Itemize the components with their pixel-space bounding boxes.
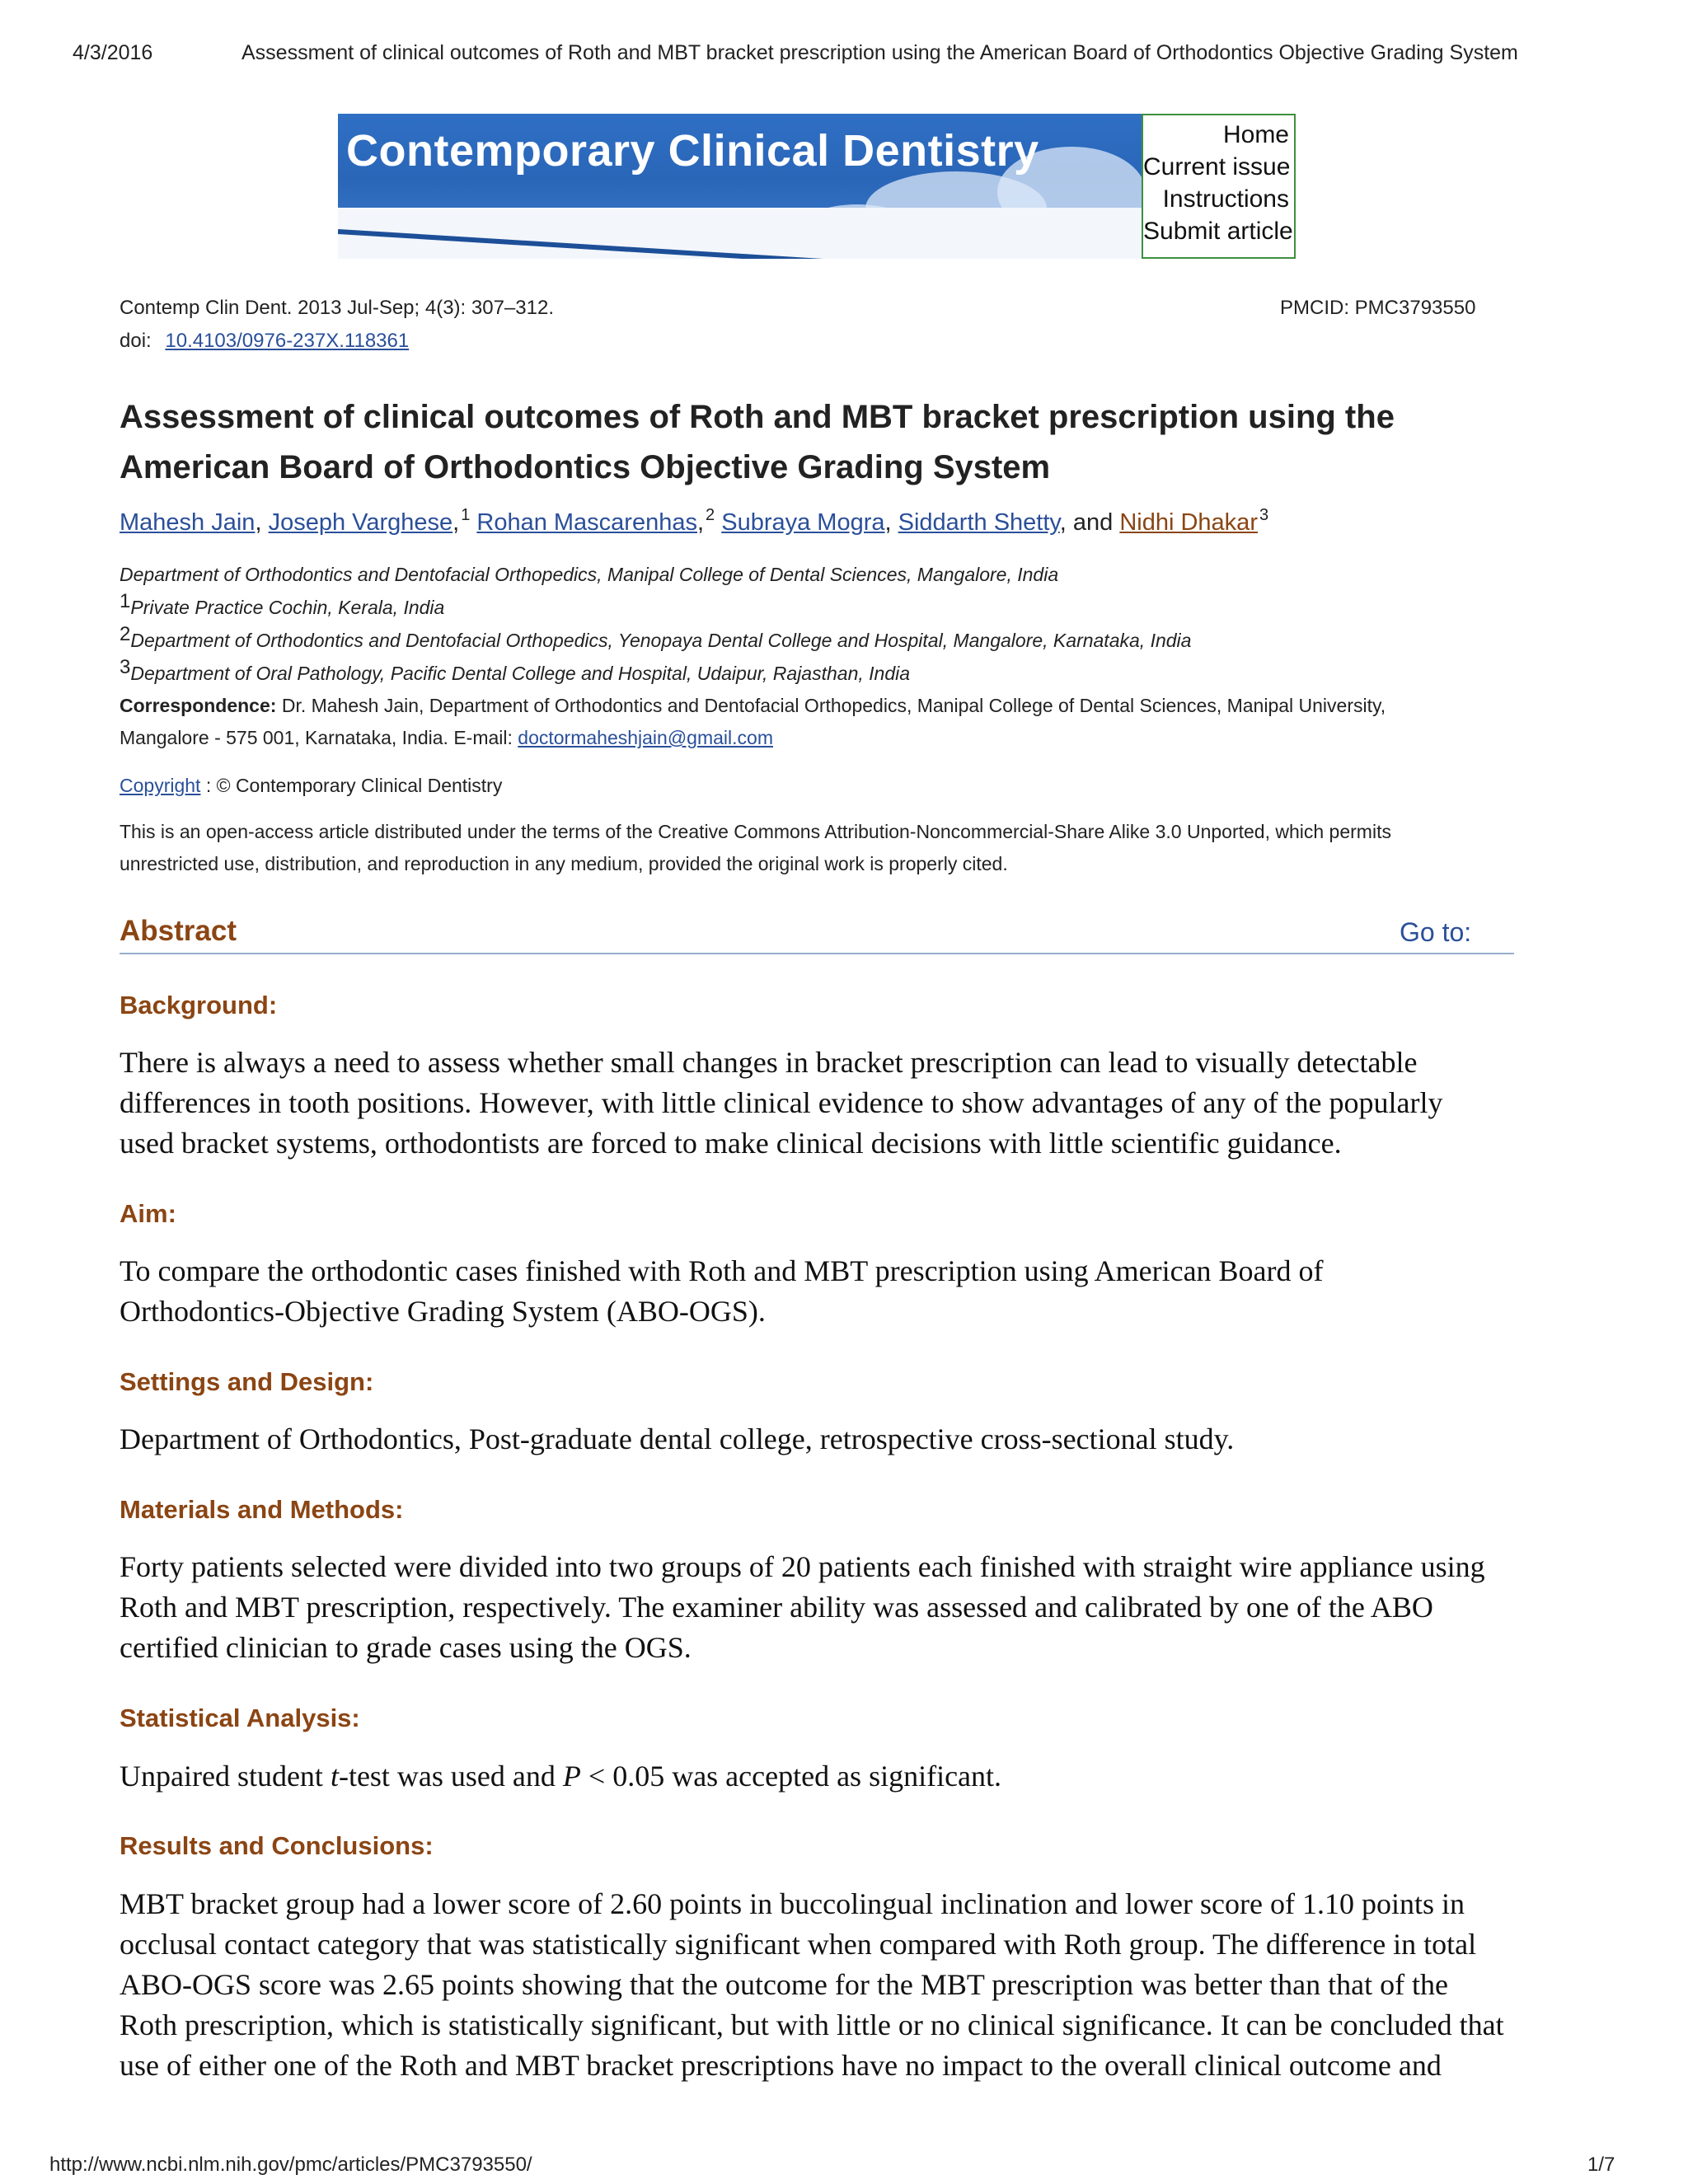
settings-text: Department of Orthodontics, Post-graduate dental college, retrospective cross-sectional study. (120, 1422, 1235, 1455)
affiliation: Department of Orthodontics and Dentofacial Orthopedics, Manipal College of Dental Sciences, Mangalore, India (120, 564, 1059, 585)
author-list: Mahesh Jain, Joseph Varghese, $^1$ Rohan Mascarenhas, $^2$ Subraya Mogra, Siddarth Shetty, and Nidhi Dhakar $^3$ (120, 506, 1269, 536)
author-link[interactable]: Nidhi Dhakar (1119, 509, 1258, 536)
abstract-heading: Abstract (120, 915, 237, 947)
affiliation: $^1$Private Practice Cochin, Kerala, India (120, 590, 445, 618)
license-text-line-1: This is an open-access article distributed under the terms of the Creative Commons Attribution-Noncommercial-Share Alike 3.0 Unported, which permits (120, 821, 1391, 842)
menu-instructions-link[interactable]: Instructions (1162, 185, 1289, 213)
author-separator: , (884, 509, 898, 536)
article-title (120, 392, 1603, 493)
section-heading-aim: Aim: (120, 1199, 176, 1228)
results-text: MBT bracket group had a lower score of 2.60 points in buccolingual inclination and lower score of 1.10 points in occlusal contact category that was statistically significant when compared with Roth group. The difference in total ABO-OGS score was 2.65 points showing that the outcome for the MBT prescription was better than that of the Roth prescription, which is statistically significant, but with little or no clinical significance. It can be concluded that use of either one of the Roth and MBT bracket prescriptions have no impact to the overall clinical outcome and (120, 1887, 1504, 2082)
correspondence-text: Dr. Mahesh Jain, Department of Orthodontics and Dentofacial Orthopedics, Manipal College of Dental Sciences, Manipal University, (281, 695, 1386, 716)
goto-link[interactable]: Go to: (1400, 917, 1472, 947)
menu-submit-article-link[interactable]: Submit article (1143, 218, 1293, 245)
author-link[interactable]: Siddarth Shetty (898, 509, 1060, 536)
author-affiliation-sup: 2 (706, 506, 715, 524)
author-affiliation-sup: 1 (461, 506, 471, 524)
journal-banner (338, 114, 1296, 259)
background-text: There is always a need to assess whether small changes in bracket prescription can lead to visually detectable differences in tooth positions. However, with little clinical evidence to show advantages of any of the popularly used bracket systems, orthodontists are forced to make clinical decisions with little scientific guidance. (120, 1046, 1443, 1160)
doi-line (120, 330, 409, 353)
copyright: Copyright : © Contemporary Clinical Dentistry (120, 775, 503, 796)
footer-page-number: 1/7 (1587, 2154, 1615, 2176)
article-title-line-2: American Board of Orthodontics Objective Grading System (120, 449, 1051, 485)
affiliation: $^2$Department of Orthodontics and Dentofacial Orthopedics, Yenopaya Dental College and Hospital, Mangalore, Karnataka, India (120, 623, 1192, 651)
correspondence-label: Correspondence: (120, 695, 277, 716)
author-link[interactable]: Mahesh Jain (120, 509, 256, 536)
menu-home-link[interactable]: Home (1222, 121, 1289, 148)
article-title-line-1: Assessment of clinical outcomes of Roth and MBT bracket prescription using the (120, 399, 1395, 435)
aim-text: To compare the orthodontic cases finished with Roth and MBT prescription using American Board of Orthodontics-Objective Grading System (ABO-OGS). (120, 1254, 1324, 1328)
license-text-line-2: unrestricted use, distribution, and reproduction in any medium, provided the original work is properly cited. (120, 853, 1008, 874)
author-separator: , and (1059, 509, 1120, 536)
email-link[interactable]: doctormaheshjain@gmail.com (518, 727, 773, 748)
author-link[interactable]: Joseph Varghese (268, 509, 453, 536)
print-date: 4/3/2016 (73, 41, 153, 64)
author-affiliation-sup: 3 (1259, 506, 1269, 524)
banner-image (338, 114, 1142, 259)
author-separator: , (255, 509, 269, 536)
print-doc-title: Assessment of clinical outcomes of Roth and MBT bracket prescription using the American Board of Orthodontics Objective Grading System (241, 41, 1518, 64)
doi-label: doi: (120, 330, 152, 352)
methods-text: Forty patients selected were divided into two groups of 20 patients each finished with straight wire appliance using Roth and MBT prescription, respectively. The examiner ability was assessed and calibrated by one of the ABO certified clinician to grade cases using the OGS. (120, 1550, 1485, 1664)
abstract-divider (120, 953, 1514, 954)
journal-citation: Contemp Clin Dent. 2013 Jul-Sep; 4(3): 307–312. (120, 297, 554, 319)
copyright-link[interactable]: Copyright (120, 775, 201, 796)
footer-url: http://www.ncbi.nlm.nih.gov/pmc/articles/PMC3793550/ (49, 2154, 532, 2176)
author-link[interactable]: Subraya Mogra (721, 509, 885, 536)
banner-title: Contemporary Clinical Dentistry (346, 126, 1039, 176)
menu-current-issue-link[interactable]: Current issue (1143, 153, 1291, 180)
section-heading-statistical-analysis: Statistical Analysis: (120, 1704, 360, 1732)
section-heading-results: Results and Conclusions: (120, 1831, 434, 1860)
pmcid: PMCID: PMC3793550 (1280, 297, 1476, 319)
doi-link[interactable]: 10.4103/0976-237X.118361 (165, 330, 410, 352)
banner-menu (1142, 114, 1296, 259)
affiliation: $^3$Department of Oral Pathology, Pacific Dental College and Hospital, Udaipur, Rajasthan, India (120, 656, 911, 684)
section-heading-background: Background: (120, 991, 278, 1019)
section-heading-settings: Settings and Design: (120, 1367, 374, 1396)
statistical-analysis-text: Unpaired student t-test was used and P < 0.05 was accepted as significant. (120, 1760, 1002, 1793)
correspondence (120, 695, 1386, 717)
author-link[interactable]: Rohan Mascarenhas (476, 509, 697, 536)
section-heading-methods: Materials and Methods: (120, 1495, 404, 1524)
correspondence-line-2: Mangalore - 575 001, Karnataka, India. E-mail: doctormaheshjain@gmail.com (120, 727, 773, 748)
